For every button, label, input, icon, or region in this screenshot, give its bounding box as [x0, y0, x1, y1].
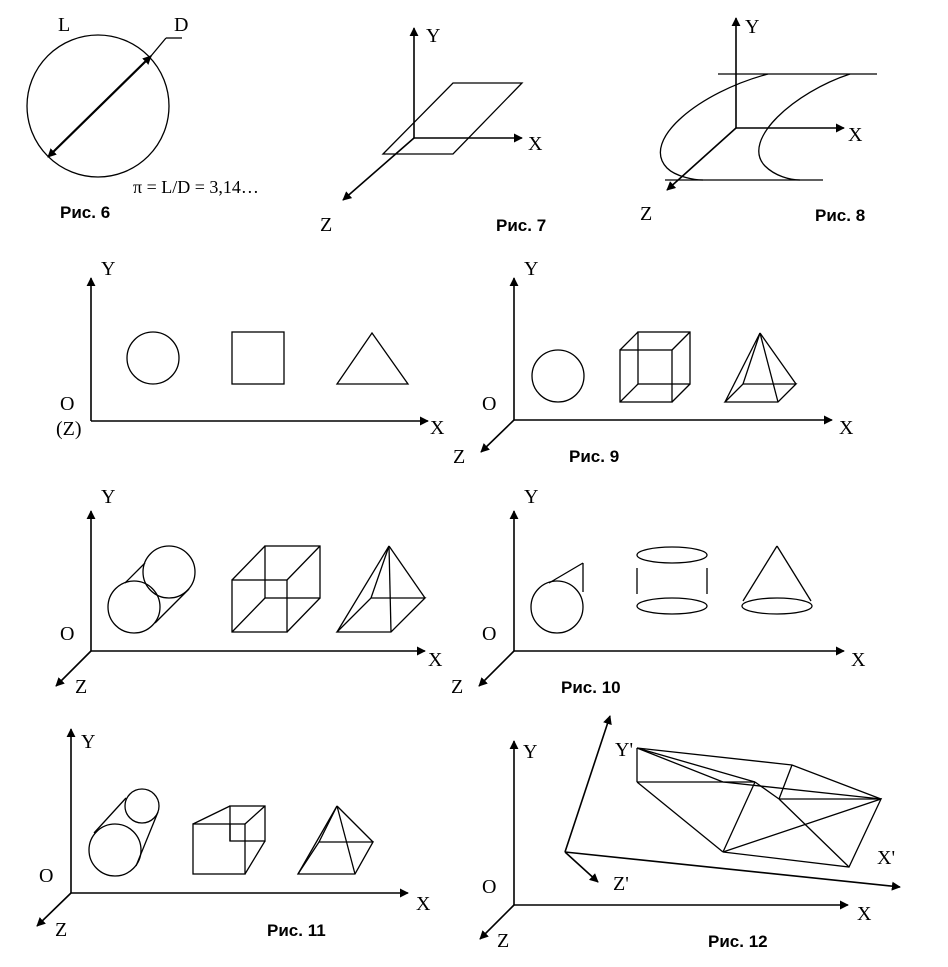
fig11-caption: Рис. 11 — [267, 921, 326, 940]
fig6-formula: π = L/D = 3,14… — [133, 177, 259, 197]
fig7-plane — [383, 83, 522, 154]
fig9-label-o: O — [482, 393, 497, 415]
fig9-panel — [453, 258, 854, 468]
row2-left-label-zparen: (Z) — [56, 418, 82, 440]
fig10-label-x: X — [851, 649, 866, 671]
row2-left-label-y: Y — [101, 258, 116, 280]
fig9-label-x: X — [839, 417, 854, 439]
row2-left-square — [232, 332, 284, 384]
fig6-leader-line — [151, 38, 166, 56]
fig9-label-z: Z — [453, 446, 466, 468]
fig11-cube — [193, 806, 265, 874]
fig8-right-curve — [759, 74, 850, 180]
row3-left-pyramid — [337, 546, 425, 632]
fig6-diameter-arrow — [48, 56, 151, 157]
fig7-label-x: X — [528, 133, 543, 155]
row2-left-triangle — [337, 333, 408, 384]
row3-left-cube — [232, 546, 320, 632]
fig7-z-axis — [343, 138, 414, 200]
fig11-label-x: X — [416, 893, 431, 915]
fig8-label-x: X — [848, 124, 863, 146]
fig8-panel — [640, 16, 877, 225]
fig11-label-o: O — [39, 865, 54, 887]
fig9-z-axis — [481, 420, 514, 452]
fig11-label-y: Y — [81, 731, 96, 753]
fig8-left-curve — [660, 74, 768, 180]
fig6-label-D: D — [174, 14, 189, 36]
fig10-cone — [742, 546, 812, 614]
fig12-label-o: O — [482, 876, 497, 898]
fig9-pyramid — [725, 333, 796, 402]
fig7-caption: Рис. 7 — [496, 216, 547, 235]
fig10-z-axis — [479, 651, 514, 686]
fig8-z-axis — [667, 128, 736, 190]
fig7-label-y: Y — [426, 25, 441, 47]
row3-left-label-z: Z — [75, 676, 88, 698]
fig8-label-z: Z — [640, 203, 653, 225]
fig12-label-y: Y — [523, 741, 538, 763]
fig10-caption: Рис. 10 — [561, 678, 621, 697]
fig6-panel — [27, 14, 259, 222]
row3-left-label-x: X — [428, 649, 443, 671]
row3-left-label-y: Y — [101, 486, 116, 508]
row3-left-panel — [56, 486, 443, 698]
fig9-circle — [532, 350, 584, 402]
fig12-z-prime-axis — [565, 852, 598, 882]
fig6-caption: Рис. 6 — [60, 203, 111, 222]
fig12-label-x-prime: X' — [877, 847, 896, 869]
fig9-caption: Рис. 9 — [569, 447, 620, 466]
fig12-caption: Рис. 12 — [708, 932, 768, 951]
row2-left-label-o: O — [60, 393, 75, 415]
fig12-panel — [480, 716, 900, 952]
fig10-label-z: Z — [451, 676, 464, 698]
fig8-label-y: Y — [745, 16, 760, 38]
row2-left-panel — [56, 258, 445, 440]
fig8-caption: Рис. 8 — [815, 206, 866, 225]
row3-left-label-o: O — [60, 623, 75, 645]
fig12-rotated-pyramid — [637, 748, 881, 867]
fig10-label-o: O — [482, 623, 497, 645]
row2-left-circle — [127, 332, 179, 384]
fig12-label-y-prime: Y' — [615, 739, 634, 761]
fig7-label-z: Z — [320, 214, 333, 236]
fig12-label-z: Z — [497, 930, 510, 952]
fig7-panel — [320, 25, 546, 236]
fig11-panel — [37, 729, 431, 941]
fig11-cylinder — [89, 789, 159, 876]
fig10-panel — [451, 486, 866, 698]
row2-left-label-x: X — [430, 417, 445, 439]
fig12-label-x: X — [857, 903, 872, 925]
fig10-cylinder-end-view — [531, 563, 583, 633]
row3-left-cylinder — [108, 546, 195, 633]
fig9-cube — [620, 332, 690, 402]
fig10-cylinder — [637, 547, 707, 614]
fig6-label-L: L — [58, 14, 71, 36]
fig11-pyramid — [298, 806, 373, 874]
fig9-label-y: Y — [524, 258, 539, 280]
fig11-label-z: Z — [55, 919, 68, 941]
fig12-label-z-prime: Z' — [613, 873, 629, 895]
fig10-label-y: Y — [524, 486, 539, 508]
fig12-y-prime-axis — [565, 716, 610, 852]
